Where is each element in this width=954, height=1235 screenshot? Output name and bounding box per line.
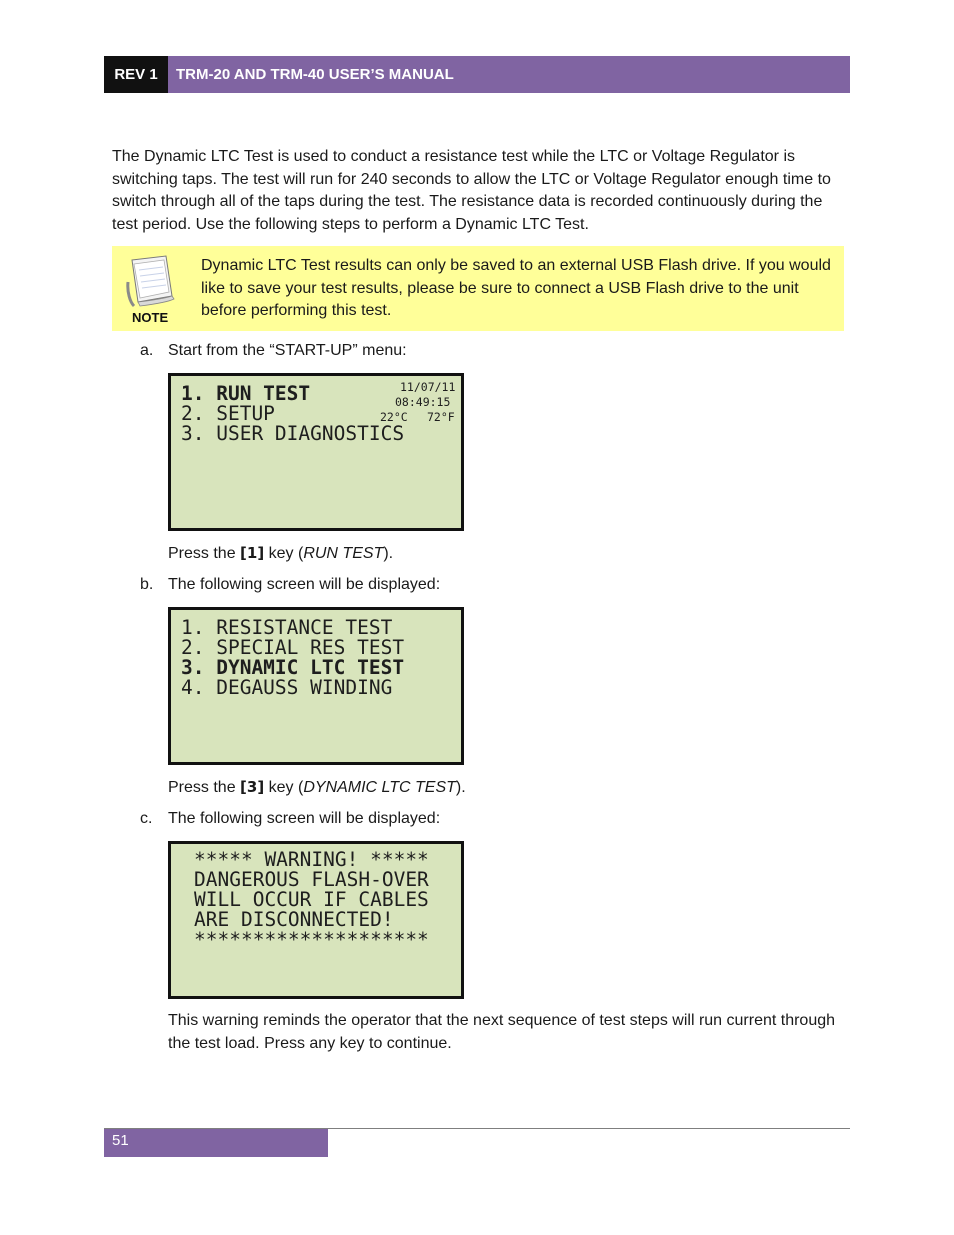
key-label: [3] — [240, 778, 265, 796]
lcd-line-3: WILL OCCUR IF CABLES — [194, 888, 429, 911]
intro-paragraph: The Dynamic LTC Test is used to conduct a resistance test while the LTC or Voltage Regulator is switching taps. The test will run for 240 seconds to allow the LTC or Voltage Regulator enough time to switch through all of the taps during the test. The resistance data is recorded continuously during the test period. Use the following steps to perform a Dynamic LTC Test. — [112, 148, 831, 233]
lcd-screen-test-menu — [168, 607, 464, 765]
lcd-temp-f: 72°F — [427, 410, 455, 424]
lcd-line-2: DANGEROUS FLASH-OVER — [194, 868, 429, 891]
lcd-line-1: ***** WARNING! ***** — [194, 848, 429, 871]
instruction-text: Press the — [168, 779, 241, 796]
step-text: The following screen will be displayed: — [168, 576, 441, 593]
step-text: Start from the “START-UP” menu: — [168, 342, 407, 359]
menu-name: DYNAMIC LTC TEST — [303, 779, 456, 796]
lcd-line-4: ARE DISCONNECTED! — [194, 908, 394, 931]
notepad-icon — [126, 252, 178, 308]
lcd-line-2: 2. SPECIAL RES TEST — [181, 636, 405, 659]
note-label: NOTE — [132, 310, 169, 325]
lcd-time: 08:49:15 — [395, 395, 451, 409]
step-letter: c. — [140, 810, 153, 827]
lcd-line-2: 2. SETUP — [181, 402, 275, 425]
lcd-screen-warning — [168, 841, 464, 999]
lcd-line-3: 3. DYNAMIC LTC TEST — [181, 656, 405, 679]
lcd-date: 11/07/11 — [400, 380, 456, 394]
key-label: [1] — [240, 544, 265, 562]
note-text: Dynamic LTC Test results can only be saved to an external USB Flash drive. If you would like to save your test results, please be sure to connect a USB Flash drive to the unit before performing this test. — [201, 257, 831, 320]
lcd-screen-startup — [168, 373, 464, 531]
manual-title: TRM-20 AND TRM-40 USER’S MANUAL — [168, 56, 850, 93]
note-box — [112, 246, 844, 331]
instruction-text: ). — [455, 779, 466, 796]
instruction-text: ). — [383, 545, 394, 562]
instruction-b — [168, 778, 466, 797]
lcd-line-3: 3. USER DIAGNOSTICS — [181, 422, 405, 445]
lcd-line-4: 4. DEGAUSS WINDING — [181, 676, 393, 699]
step-text: The following screen will be displayed: — [168, 810, 441, 827]
step-letter: b. — [140, 576, 154, 593]
step-letter: a. — [140, 342, 154, 359]
instruction-text: key ( — [264, 779, 304, 796]
instruction-a — [168, 544, 393, 563]
instruction-text: key ( — [264, 545, 304, 562]
revision-label: REV 1 — [104, 56, 168, 93]
lcd-line-5: ******************** — [194, 928, 429, 951]
menu-name: RUN TEST — [303, 545, 384, 562]
lcd-temp-c: 22°C — [380, 410, 408, 424]
instruction-text: Press the — [168, 545, 241, 562]
lcd-line-1: 1. RESISTANCE TEST — [181, 616, 393, 639]
closing-paragraph: This warning reminds the operator that the next sequence of test steps will run current through the test load. Press any key to continue. — [168, 1012, 836, 1052]
page-number: 51 — [104, 1129, 328, 1157]
lcd-line-1: 1. RUN TEST — [181, 382, 311, 405]
